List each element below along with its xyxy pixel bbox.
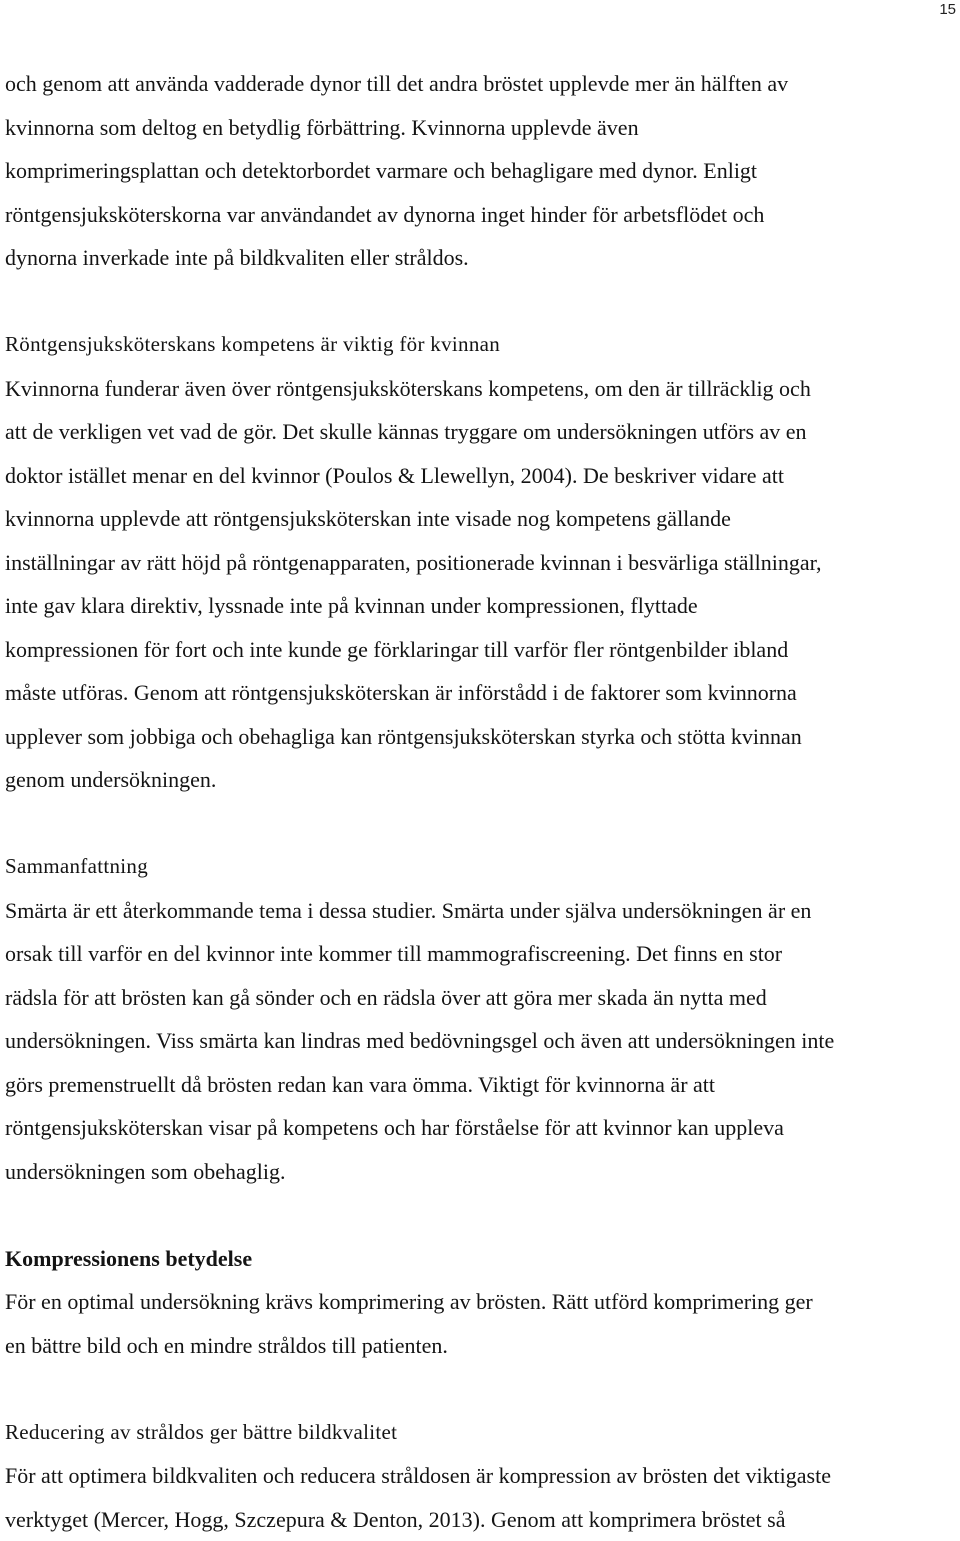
paragraph-line: görs premenstruellt då brösten redan kan vara ömma. Viktigt för kvinnorna är att bbox=[5, 1063, 957, 1107]
paragraph-line: Kvinnorna funderar även över röntgensjuksköterskans kompetens, om den är tillräcklig och bbox=[5, 367, 957, 411]
paragraph-line: upplever som jobbiga och obehagliga kan röntgensjuksköterskan styrka och stötta kvinnan bbox=[5, 715, 957, 759]
paragraph-line: kvinnorna upplevde att röntgensjuksköterskan inte visade nog kompetens gällande bbox=[5, 497, 957, 541]
section-spacer bbox=[5, 1367, 957, 1411]
paragraph-line: inte gav klara direktiv, lyssnade inte på kvinnan under kompressionen, flyttade bbox=[5, 584, 957, 628]
paragraph-line: en bättre bild och en mindre stråldos till patienten. bbox=[5, 1324, 957, 1368]
section-spacer bbox=[5, 1193, 957, 1237]
paragraph-line: rädsla för att brösten kan gå sönder och en rädsla över att göra mer skada än nytta med bbox=[5, 976, 957, 1020]
paragraph-line: Smärta är ett återkommande tema i dessa studier. Smärta under själva undersökningen är en bbox=[5, 889, 957, 933]
paragraph-line: undersökningen. Viss smärta kan lindras med bedövningsgel och även att undersökningen inte bbox=[5, 1019, 957, 1063]
paragraph-line: inställningar av rätt höjd på röntgenapparaten, positionerade kvinnan i besvärliga ställningar, bbox=[5, 541, 957, 585]
section-heading: Röntgensjuksköterskans kompetens är viktig för kvinnan bbox=[5, 323, 957, 367]
section-spacer bbox=[5, 280, 957, 324]
paragraph-line: att de verkligen vet vad de gör. Det skulle kännas tryggare om undersökningen utförs av en bbox=[5, 410, 957, 454]
paragraph-line: verktyget (Mercer, Hogg, Szczepura & Denton, 2013). Genom att komprimera bröstet så bbox=[5, 1498, 957, 1541]
paragraph-line: genom undersökningen. bbox=[5, 758, 957, 802]
paragraph-line: röntgensjuksköterskan visar på kompetens och har förståelse för att kvinnor kan uppleva bbox=[5, 1106, 957, 1150]
paragraph-line: undersökningen som obehaglig. bbox=[5, 1150, 957, 1194]
section-heading: Reducering av stråldos ger bättre bildkvalitet bbox=[5, 1411, 957, 1455]
paragraph-line: komprimeringsplattan och detektorbordet varmare och behagligare med dynor. Enligt bbox=[5, 149, 957, 193]
compression-section bbox=[5, 1237, 957, 1368]
section-heading: Kompressionens betydelse bbox=[5, 1237, 957, 1281]
page-number: 15 bbox=[939, 0, 956, 20]
paragraph-line: kompressionen för fort och inte kunde ge förklaringar till varför fler röntgenbilder ibland bbox=[5, 628, 957, 672]
paragraph-line: doktor istället menar en del kvinnor (Poulos & Llewellyn, 2004). De beskriver vidare att bbox=[5, 454, 957, 498]
dose-section bbox=[5, 1411, 957, 1541]
paragraph-line: För en optimal undersökning krävs komprimering av brösten. Rätt utförd komprimering ger bbox=[5, 1280, 957, 1324]
document-body bbox=[5, 62, 957, 1541]
paragraph-line: och genom att använda vadderade dynor till det andra bröstet upplevde mer än hälften av bbox=[5, 62, 957, 106]
summary-section bbox=[5, 845, 957, 1193]
section-spacer bbox=[5, 802, 957, 846]
paragraph-line: För att optimera bildkvaliten och reducera stråldosen är kompression av brösten det viktigaste bbox=[5, 1454, 957, 1498]
paragraph-line: kvinnorna som deltog en betydlig förbättring. Kvinnorna upplevde även bbox=[5, 106, 957, 150]
section-heading: Sammanfattning bbox=[5, 845, 957, 889]
intro-paragraph bbox=[5, 62, 957, 280]
paragraph-line: måste utföras. Genom att röntgensjuksköterskan är införstådd i de faktorer som kvinnorna bbox=[5, 671, 957, 715]
competence-section bbox=[5, 323, 957, 802]
paragraph-line: orsak till varför en del kvinnor inte kommer till mammografiscreening. Det finns en stor bbox=[5, 932, 957, 976]
paragraph-line: röntgensjuksköterskorna var användandet av dynorna inget hinder för arbetsflödet och bbox=[5, 193, 957, 237]
paragraph-line: dynorna inverkade inte på bildkvaliten eller stråldos. bbox=[5, 236, 957, 280]
